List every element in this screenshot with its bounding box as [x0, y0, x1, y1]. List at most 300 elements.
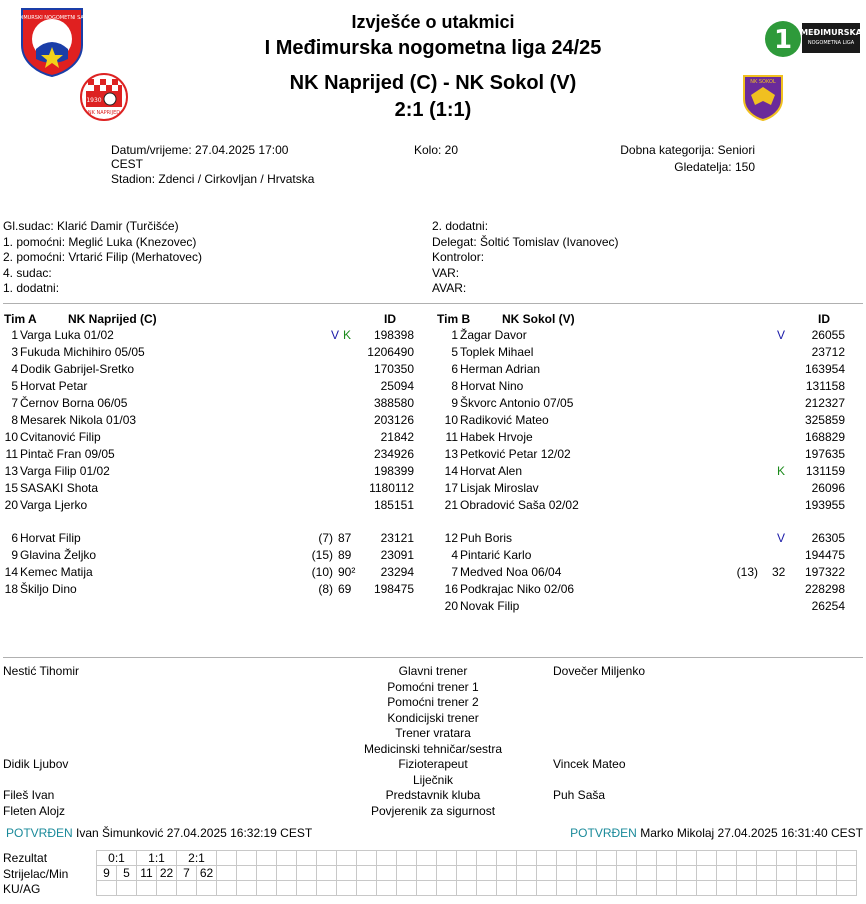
report-title: Izvješće o utakmici [351, 12, 515, 32]
staff-role: Pomoćni trener 1 [387, 679, 479, 694]
grid-cell [357, 851, 377, 866]
official-right: 2. dodatni: [432, 219, 489, 233]
grid-cell [777, 851, 797, 866]
player-name: Černov Borna 06/05 [20, 396, 128, 410]
grid-cell [117, 881, 137, 896]
grid-cell [657, 851, 677, 866]
grid-cell [437, 851, 457, 866]
player-id: 23712 [811, 345, 845, 359]
player-number: 18 [4, 582, 18, 596]
captain-k-marker: K [343, 328, 352, 342]
divider [3, 303, 863, 304]
player-id: 1180112 [369, 481, 414, 495]
player-sub-for: (7) [318, 531, 333, 545]
player-id: 26305 [811, 531, 845, 545]
player-number: 13 [444, 447, 458, 461]
player-number: 8 [451, 379, 458, 393]
grid-cell [257, 881, 277, 896]
player-sub-minute: 90² [338, 565, 356, 579]
player-sub-for: (8) [318, 582, 333, 596]
away-logo-text: NK SOKOL [750, 79, 776, 85]
league-logo-num: 1 [773, 25, 793, 55]
grid-cell [437, 866, 457, 881]
grid-cell: 7 [177, 866, 197, 881]
player-id: 325859 [804, 413, 845, 427]
player-name: Novak Filip [460, 599, 520, 613]
grid-cell [557, 851, 577, 866]
grid-cell [577, 866, 597, 881]
player-name: Horvat Alen [460, 464, 523, 478]
grid-cell [677, 866, 697, 881]
grid-cell: 1:1 [137, 851, 177, 866]
player-sub-minute: 87 [338, 531, 352, 545]
grid-cell [477, 866, 497, 881]
grid-cell [377, 866, 397, 881]
player-sub-for: (13) [736, 565, 758, 579]
grid-cell [457, 881, 477, 896]
svg-text:MEĐIMURSKI NOGOMETNI SAVEZ: MEĐIMURSKI NOGOMETNI SAVEZ [10, 15, 94, 21]
grid-cell [537, 881, 557, 896]
player-name: SASAKI Shota [20, 481, 99, 495]
player-id: 163954 [804, 362, 845, 376]
grid-cell [457, 866, 477, 881]
player-id: 1206490 [367, 345, 414, 359]
grid-cell [297, 866, 317, 881]
staff-team-a: Fleten Alojz [3, 803, 66, 818]
match-datetime: Datum/vrijeme: 27.04.2025 17:00 [111, 143, 289, 157]
staff-team-a: Nestić Tihomir [3, 664, 80, 678]
player-name: Horvat Nino [460, 379, 524, 393]
grid-cell [217, 866, 237, 881]
grid-cell [717, 851, 737, 866]
player-number: 3 [11, 345, 18, 359]
grid-cell [537, 851, 557, 866]
staff-role: Fizioterapeut [398, 757, 468, 771]
player-row [0, 598, 866, 615]
confirm-right-label: POTVRĐEN [570, 826, 637, 840]
grid-cell [317, 851, 337, 866]
team-a-label: Tim A [4, 312, 37, 326]
player-name: Škiljo Dino [20, 582, 77, 596]
grid-cell [357, 881, 377, 896]
player-number: 13 [4, 464, 18, 478]
player-row [0, 547, 866, 564]
player-name: Glavina Željko [20, 548, 97, 562]
grid-cell [157, 881, 177, 896]
player-name: Petković Petar 12/02 [460, 447, 571, 461]
grid-cell [337, 851, 357, 866]
match-teams: NK Naprijed (C) - NK Sokol (V) [289, 72, 577, 94]
player-id: 228298 [804, 582, 845, 596]
player-number: 15 [4, 481, 18, 495]
grid-cell [277, 866, 297, 881]
player-name: Pintač Fran 09/05 [20, 447, 115, 461]
grid-cell [637, 851, 657, 866]
captain-v-marker: V [777, 531, 786, 545]
player-id: 23121 [380, 531, 414, 545]
grid-cell: 22 [157, 866, 177, 881]
player-id: 23294 [380, 565, 414, 579]
grid-cell [717, 881, 737, 896]
player-number: 14 [444, 464, 458, 478]
player-number: 4 [451, 548, 458, 562]
player-name: Mesarek Nikola 01/03 [20, 413, 137, 427]
confirm-right-text: Marko Mikolaj 27.04.2025 16:31:40 CEST [640, 826, 863, 840]
player-name: Kemec Matija [20, 565, 93, 579]
grid-cell [437, 881, 457, 896]
grid-cell [617, 881, 637, 896]
grid-cell [637, 866, 657, 881]
player-id: 168829 [804, 430, 845, 444]
match-timezone: CEST [111, 157, 144, 171]
player-name: Horvat Petar [20, 379, 88, 393]
grid-cell [697, 866, 717, 881]
player-number: 6 [11, 531, 18, 545]
player-id: 131159 [805, 464, 845, 478]
player-number: 9 [11, 548, 18, 562]
grid-cell [497, 881, 517, 896]
grid-cell [557, 881, 577, 896]
grid-cell [577, 881, 597, 896]
player-name: Dodik Gabrijel-Sretko [20, 362, 135, 376]
grid-cell [257, 866, 277, 881]
player-name: Varga Filip 01/02 [20, 464, 110, 478]
player-row [0, 429, 866, 446]
player-number: 9 [451, 396, 458, 410]
divider [3, 657, 863, 658]
match-stadium: Stadion: Zdenci / Cirkovljan / Hrvatska [111, 172, 315, 186]
staff-team-a: Fileš Ivan [3, 788, 55, 802]
player-row [0, 581, 866, 598]
player-id: 193955 [804, 498, 845, 512]
staff-role: Kondicijski trener [387, 710, 479, 725]
grid-cell [757, 881, 777, 896]
grid-cell [317, 866, 337, 881]
player-name: Medved Noa 06/04 [460, 565, 562, 579]
official-right: AVAR: [432, 281, 467, 295]
grid-cell: 2:1 [177, 851, 217, 866]
row-label-scorer: Strijelac/Min [3, 867, 69, 881]
grid-cell [797, 851, 817, 866]
player-sub-for: (10) [311, 565, 333, 579]
player-name: Varga Luka 01/02 [20, 328, 114, 342]
player-row [0, 530, 866, 547]
grid-cell [357, 866, 377, 881]
confirm-left-text: Ivan Šimunković 27.04.2025 16:32:19 CEST [76, 826, 313, 840]
grid-cell [657, 881, 677, 896]
staff-team-b: Puh Saša [553, 788, 606, 802]
grid-cell [377, 881, 397, 896]
player-id: 234926 [373, 447, 414, 461]
staff-team-b: Vincek Mateo [553, 757, 626, 771]
team-b-id-header: ID [818, 312, 830, 326]
grid-cell [597, 866, 617, 881]
row-label-result: Rezultat [3, 851, 48, 865]
player-id: 170350 [373, 362, 414, 376]
player-id: 26254 [811, 599, 845, 613]
grid-cell [217, 881, 237, 896]
captain-k-marker: K [777, 464, 786, 478]
grid-cell [257, 851, 277, 866]
grid-cell [617, 851, 637, 866]
staff-role: Liječnik [412, 772, 454, 787]
grid-cell [297, 881, 317, 896]
official-left: 1. pomoćni: Meglić Luka (Knezovec) [3, 234, 197, 249]
grid-cell [837, 866, 857, 881]
player-id: 194475 [804, 548, 845, 562]
player-row [0, 378, 866, 395]
player-id: 212327 [804, 396, 845, 410]
player-row [0, 412, 866, 429]
home-logo-text: NK NAPRIJED [87, 110, 121, 116]
grid-cell [797, 866, 817, 881]
grid-cell [177, 881, 197, 896]
captain-v-marker: V [331, 328, 340, 342]
player-name: Pintarić Karlo [460, 548, 532, 562]
grid-cell [677, 881, 697, 896]
grid-cell [417, 866, 437, 881]
grid-cell: 62 [197, 866, 217, 881]
player-name: Škvorc Antonio 07/05 [460, 396, 574, 410]
grid-cell [777, 866, 797, 881]
player-id: 26096 [811, 481, 845, 495]
grid-cell [837, 881, 857, 896]
match-round: Kolo: 20 [414, 143, 459, 157]
player-name: Žagar Davor [460, 328, 527, 342]
grid-cell [817, 881, 837, 896]
player-number: 5 [11, 379, 18, 393]
staff-role: Medicinski tehničar/sestra [363, 741, 503, 756]
player-name: Habek Hrvoje [460, 430, 533, 444]
official-left: 2. pomoćni: Vrtarić Filip (Merhatovec) [3, 250, 202, 264]
grid-cell [397, 866, 417, 881]
player-name: Cvitanović Filip [20, 430, 101, 444]
grid-cell: 9 [97, 866, 117, 881]
player-number: 5 [451, 345, 458, 359]
player-id: 25094 [380, 379, 414, 393]
player-number: 8 [11, 413, 18, 427]
grid-cell [597, 881, 617, 896]
confirm-left-label: POTVRĐEN [6, 826, 73, 840]
grid-cell [477, 851, 497, 866]
grid-cell [217, 851, 237, 866]
grid-cell [597, 851, 617, 866]
grid-cell [237, 851, 257, 866]
player-name: Obradović Saša 02/02 [460, 498, 579, 512]
player-name: Radiković Mateo [460, 413, 549, 427]
grid-cell [517, 881, 537, 896]
player-row [0, 395, 866, 412]
grid-row-ku [97, 881, 857, 896]
grid-cell [817, 851, 837, 866]
player-row [0, 327, 866, 344]
player-sub-minute: 69 [338, 582, 352, 596]
grid-cell [617, 866, 637, 881]
grid-cell [757, 851, 777, 866]
player-sub-for: (15) [311, 548, 333, 562]
grid-cell [97, 881, 117, 896]
league-logo-text: MEĐIMURSKA [800, 28, 862, 37]
home-logo-year: 1930 [86, 97, 102, 104]
player-number: 16 [444, 582, 458, 596]
team-a-name: NK Naprijed (C) [68, 312, 157, 326]
player-number: 20 [4, 498, 18, 512]
official-right: Delegat: Šoltić Tomislav (Ivanovec) [432, 234, 619, 249]
staff-team-b: Dovečer Miljenko [553, 664, 646, 678]
confirm-left [6, 826, 312, 840]
grid-cell [337, 866, 357, 881]
player-row [0, 497, 866, 514]
grid-cell [397, 851, 417, 866]
grid-cell [697, 851, 717, 866]
player-number: 7 [451, 565, 458, 579]
player-number: 11 [445, 430, 458, 444]
grid-cell [277, 851, 297, 866]
grid-cell [317, 881, 337, 896]
confirm-right [570, 826, 863, 840]
grid-cell [657, 866, 677, 881]
player-name: Toplek Mihael [460, 345, 534, 359]
player-id: 388580 [373, 396, 414, 410]
staff-role: Povjerenik za sigurnost [370, 803, 496, 818]
player-row [0, 344, 866, 361]
grid-cell [797, 881, 817, 896]
player-row [0, 564, 866, 581]
player-row [0, 361, 866, 378]
grid-cell [517, 866, 537, 881]
player-number: 4 [11, 362, 18, 376]
grid-cell [757, 866, 777, 881]
grid-cell [497, 851, 517, 866]
grid-cell [457, 851, 477, 866]
grid-cell [737, 851, 757, 866]
player-number: 14 [4, 565, 18, 579]
player-number: 1 [451, 328, 458, 342]
official-right: Kontrolor: [432, 250, 485, 264]
player-id: 26055 [811, 328, 845, 342]
match-score: 2:1 (1:1) [394, 99, 472, 121]
grid-cell [537, 866, 557, 881]
player-id: 198475 [373, 582, 414, 596]
spectators: Gledatelja: 150 [674, 160, 755, 174]
player-number: 12 [444, 531, 458, 545]
staff-role: Glavni trener [398, 664, 468, 678]
grid-cell [737, 881, 757, 896]
player-number: 10 [444, 413, 458, 427]
grid-cell [397, 881, 417, 896]
grid-cell [237, 866, 257, 881]
player-id: 203126 [373, 413, 414, 427]
grid-cell [497, 866, 517, 881]
grid-cell: 0:1 [97, 851, 137, 866]
grid-cell: 11 [137, 866, 157, 881]
player-id: 198398 [373, 328, 414, 342]
player-number: 21 [444, 498, 458, 512]
staff-role: Predstavnik kluba [385, 788, 481, 802]
grid-cell [477, 881, 497, 896]
player-row [0, 463, 866, 480]
player-sub-minute: 32 [772, 565, 786, 579]
grid-cell [417, 881, 437, 896]
player-number: 20 [444, 599, 458, 613]
player-id: 131158 [805, 379, 845, 393]
team-b-name: NK Sokol (V) [502, 312, 575, 326]
team-b-label: Tim B [437, 312, 471, 326]
official-right: VAR: [432, 265, 460, 280]
player-id: 197322 [804, 565, 845, 579]
captain-v-marker: V [777, 328, 786, 342]
player-sub-minute: 89 [338, 548, 352, 562]
grid-row-scorer [97, 866, 857, 881]
grid-cell [697, 881, 717, 896]
grid-row-result [97, 851, 857, 866]
grid-cell [737, 866, 757, 881]
grid-cell [137, 881, 157, 896]
player-name: Varga Ljerko [20, 498, 88, 512]
grid-cell [717, 866, 737, 881]
league-logo-sub: NOGOMETNA LIGA [807, 40, 855, 46]
results-grid [96, 850, 857, 896]
grid-cell [197, 881, 217, 896]
player-number: 7 [11, 396, 18, 410]
official-left: 4. sudac: [3, 265, 52, 280]
official-left: 1. dodatni: [3, 281, 60, 295]
player-row [0, 446, 866, 463]
grid-cell [637, 881, 657, 896]
grid-cell [277, 881, 297, 896]
player-name: Podkrajac Niko 02/06 [460, 582, 575, 596]
player-name: Herman Adrian [460, 362, 541, 376]
team-a-id-header: ID [384, 312, 396, 326]
grid-cell [417, 851, 437, 866]
grid-cell [297, 851, 317, 866]
player-number: 6 [451, 362, 458, 376]
player-name: Lisjak Miroslav [460, 481, 539, 495]
player-id: 185151 [373, 498, 414, 512]
grid-cell [377, 851, 397, 866]
grid-cell [577, 851, 597, 866]
staff-team-a: Didik Ljubov [3, 757, 69, 771]
official-left: Gl.sudac: Klarić Damir (Turčišće) [3, 219, 179, 233]
player-name: Horvat Filip [20, 531, 81, 545]
player-number: 10 [4, 430, 18, 444]
age-category: Dobna kategorija: Seniori [620, 143, 755, 157]
player-number: 11 [5, 447, 18, 461]
staff-role: Pomoćni trener 2 [387, 695, 479, 709]
grid-cell [517, 851, 537, 866]
grid-cell [337, 881, 357, 896]
player-number: 17 [444, 481, 458, 495]
grid-cell: 5 [117, 866, 137, 881]
row-label-ku: KU/AG [3, 882, 41, 896]
player-number: 1 [11, 328, 18, 342]
grid-cell [677, 851, 697, 866]
player-name: Puh Boris [460, 531, 513, 545]
grid-cell [817, 866, 837, 881]
player-id: 21842 [380, 430, 414, 444]
league-title: I Međimurska nogometna liga 24/25 [264, 37, 602, 59]
grid-cell [837, 851, 857, 866]
player-id: 198399 [373, 464, 414, 478]
player-row [0, 480, 866, 497]
grid-cell [777, 881, 797, 896]
staff-role: Trener vratara [395, 726, 471, 740]
player-name: Fukuda Michihiro 05/05 [20, 345, 145, 359]
grid-cell [557, 866, 577, 881]
grid-cell [237, 881, 257, 896]
player-id: 197635 [804, 447, 845, 461]
player-id: 23091 [380, 548, 414, 562]
